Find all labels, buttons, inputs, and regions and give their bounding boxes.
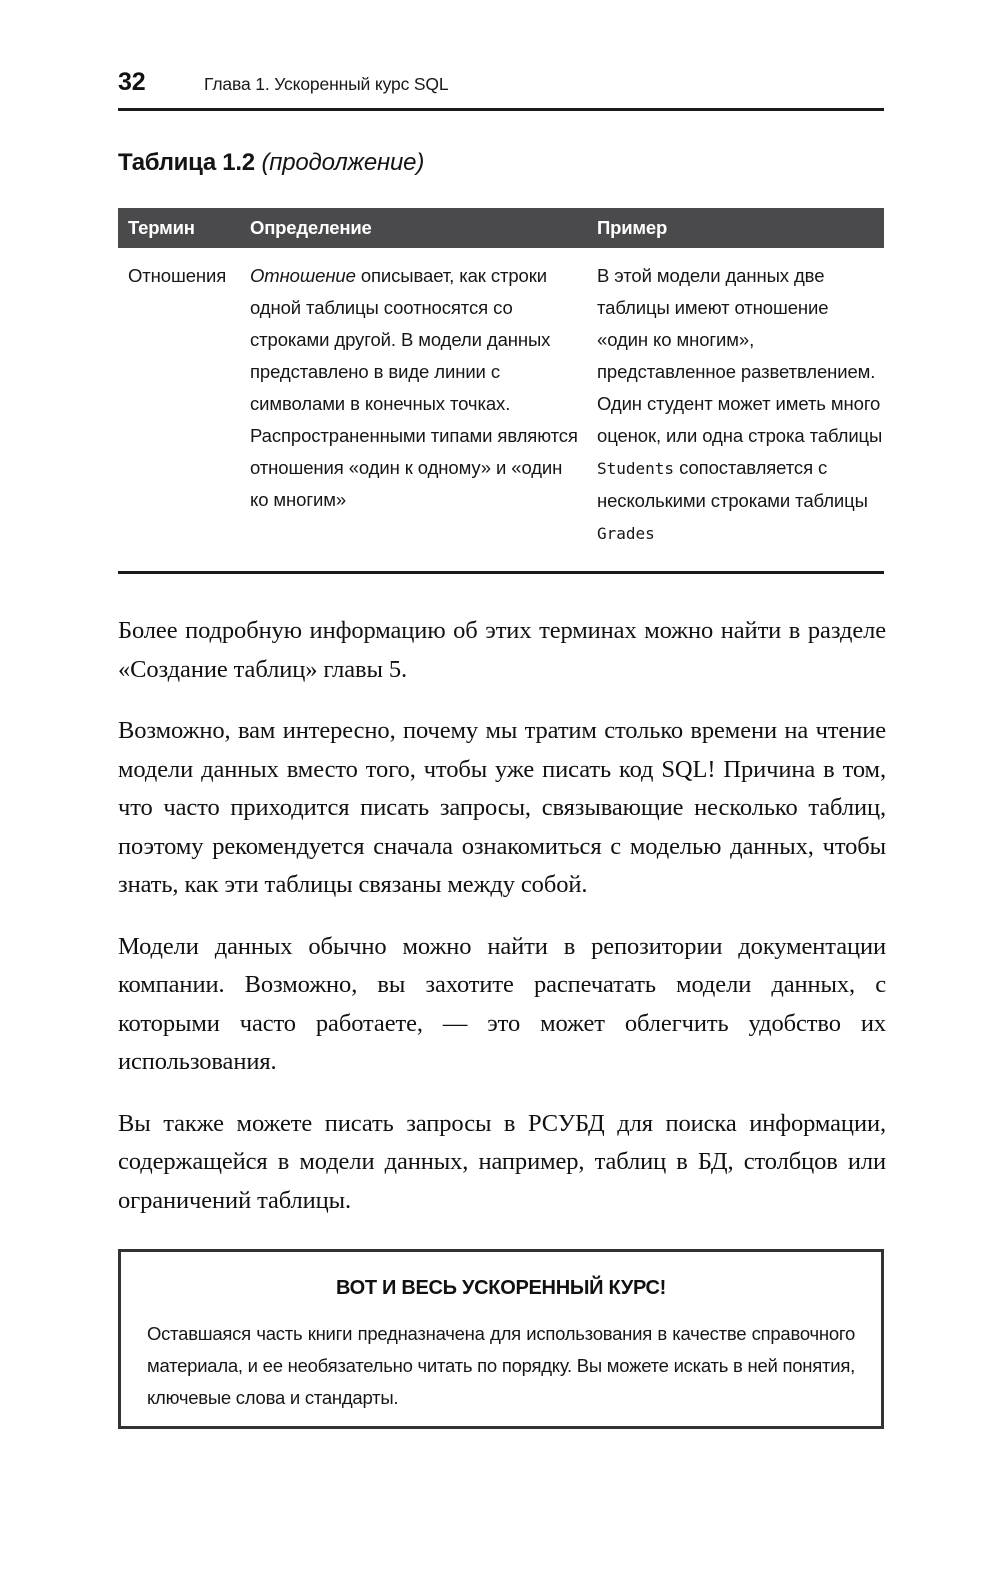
column-header-definition: Определение (250, 217, 372, 238)
table-row (118, 248, 884, 562)
table-header-row (118, 208, 884, 248)
table-bottom-rule (118, 571, 884, 574)
paragraph-3: Модели данных обычно можно найти в репозитории документации компании. Возможно, вы захотите распечатать модели данных, с которыми часто работаете, — это может облегчить удобство их использования. (118, 932, 886, 1075)
page-number: 32 (118, 68, 146, 96)
header-rule (118, 108, 884, 111)
definition-emphasis: Отношение (250, 265, 356, 286)
table-caption (118, 149, 424, 177)
running-head (118, 68, 883, 102)
column-header-term: Термин (128, 217, 195, 238)
paragraph-4: Вы также можете писать запросы в РСУБД для поиска информации, содержащейся в модели данных, например, таблиц в БД, столбцов или ограничений таблицы. (118, 1109, 886, 1214)
table-caption-number: Таблица 1.2 (118, 149, 255, 176)
example-text-part-2: сопоставляется с несколькими строками таблицы (597, 457, 868, 511)
definition-text: описывает, как строки одной таблицы соотносятся со строками другой. В модели данных представлено в виде линии с символами в конечных точках. Распространенными типами являются отношения «один к одному» и «один ко многим» (250, 265, 578, 510)
body-copy (118, 612, 886, 1220)
example-code-grades: Grades (597, 524, 655, 543)
cell-definition (250, 260, 597, 550)
cell-term: Отношения (128, 265, 227, 286)
callout-title: ВОТ И ВЕСЬ УСКОРЕННЫЙ КУРС! (335, 1277, 667, 1299)
paragraph-2: Возможно, вам интересно, почему мы тратим столько времени на чтение модели данных вместо того, чтобы уже писать код SQL! Причина в том, что часто приходится писать запросы, связывающие несколько таблиц, поэтому рекомендуется сначала ознакомиться с моделью данных, чтобы знать, как эти таблицы связаны между собой. (118, 717, 886, 898)
example-code-students: Students (597, 459, 675, 478)
cell-example (597, 260, 884, 550)
column-header-example: Пример (597, 217, 668, 238)
terms-table (118, 208, 884, 562)
paragraph-1: Более подробную информацию об этих терминах можно найти в разделе «Создание таблиц» главы 5. (118, 617, 886, 683)
callout-box (118, 1249, 884, 1429)
table-caption-continued: (продолжение) (261, 149, 425, 176)
chapter-title: Глава 1. Ускоренный курс SQL (204, 74, 449, 94)
example-text-part-1: В этой модели данных две таблицы имеют отношение «один ко многим», представленное разветвлением. Один студент может иметь много оценок, или одна строка таблицы (597, 265, 883, 446)
callout-body: Оставшаяся часть книги предназначена для использования в качестве справочного материала, и ее необязательно читать по порядку. Вы можете искать в ней понятия, ключевые слова и стандарты. (147, 1323, 855, 1408)
